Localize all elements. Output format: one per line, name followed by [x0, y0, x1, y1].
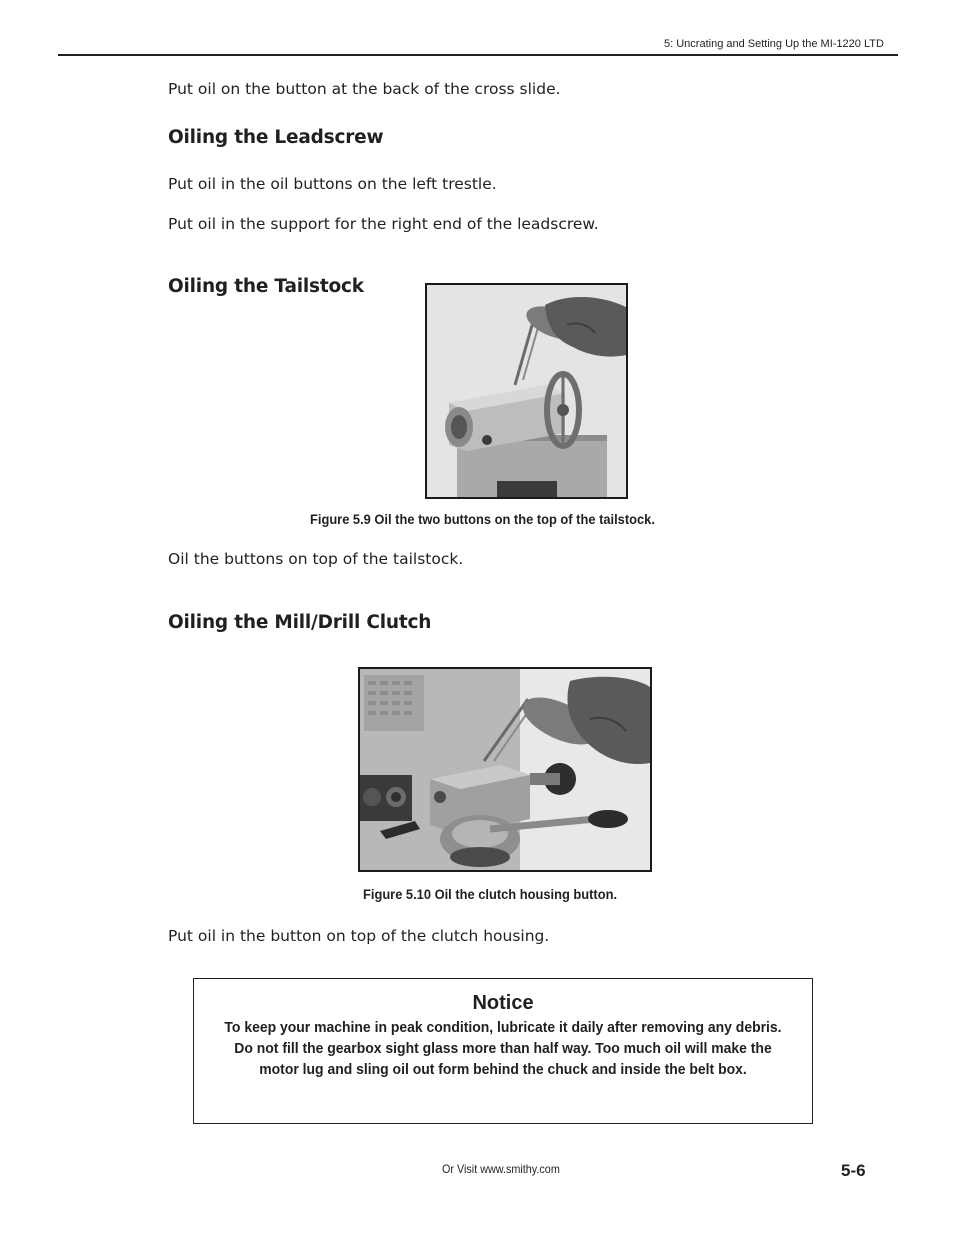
notice-line-1: To keep your machine in peak condition, lubricate it daily after removing any debris. [224, 1019, 782, 1036]
page-number: 5-6 [841, 1161, 866, 1180]
heading-oiling-leadscrew: Oiling the Leadscrew [168, 127, 384, 148]
notice-title: Notice [472, 992, 534, 1014]
paragraph-tailstock: Oil the buttons on top of the tailstock. [168, 550, 464, 568]
header-rule [58, 54, 898, 56]
paragraph-clutch: Put oil in the button on top of the clutch housing. [168, 927, 550, 945]
clutch-oiling-illustration [360, 669, 650, 870]
notice-line-3: motor lug and sling oil out form behind the chuck and inside the belt box. [259, 1061, 747, 1078]
figure-5-9-tailstock-photo [425, 283, 628, 499]
heading-oiling-tailstock: Oiling the Tailstock [168, 276, 364, 297]
notice-body [216, 1017, 791, 1080]
running-header: 5: Uncrating and Setting Up the MI-1220 LTD [664, 38, 884, 50]
figure-5-10-clutch-photo [358, 667, 652, 872]
footer-website: Or Visit www.smithy.com [442, 1162, 560, 1176]
paragraph-cross-slide: Put oil on the button at the back of the cross slide. [168, 80, 561, 98]
paragraph-leadscrew-2: Put oil in the support for the right end of the leadscrew. [168, 215, 599, 233]
figure-5-9-caption: Figure 5.9 Oil the two buttons on the top of the tailstock. [310, 511, 655, 527]
tailstock-oiling-illustration [427, 285, 626, 497]
paragraph-leadscrew-1: Put oil in the oil buttons on the left trestle. [168, 175, 497, 193]
heading-oiling-clutch: Oiling the Mill/Drill Clutch [168, 612, 432, 633]
notice-line-2: Do not fill the gearbox sight glass more than half way. Too much oil will make the [234, 1040, 772, 1057]
notice-box [193, 978, 813, 1124]
figure-5-10-caption: Figure 5.10 Oil the clutch housing button. [363, 886, 618, 902]
